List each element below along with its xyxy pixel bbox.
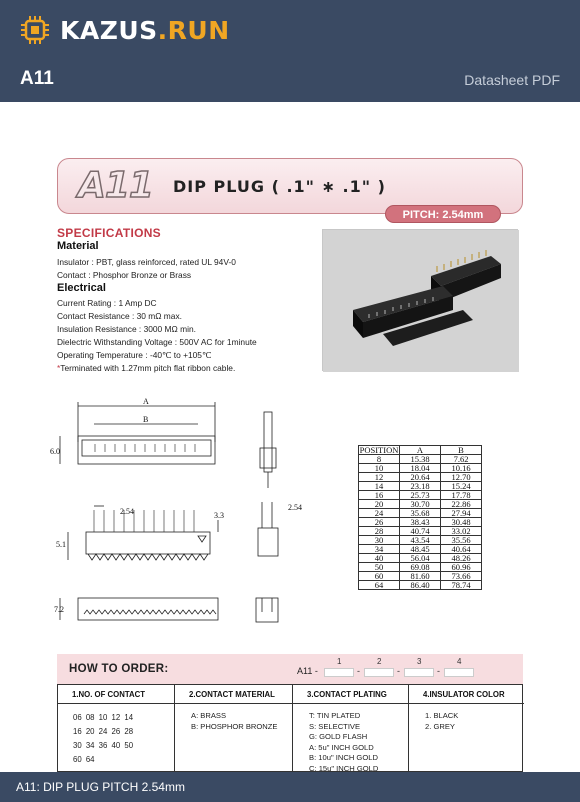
column-insulator-color xyxy=(409,685,524,771)
model-number: A11 xyxy=(78,165,153,206)
cell-b: 12.70 xyxy=(441,473,482,482)
order-slot-4 xyxy=(444,668,474,677)
header-position: POSITION xyxy=(359,445,399,455)
dim-pitch-side: 2.54 xyxy=(288,503,302,512)
table-row xyxy=(359,581,482,590)
color-options xyxy=(425,711,458,732)
cell-a: 40.74 xyxy=(400,527,441,536)
header-a: A xyxy=(400,446,441,455)
list-item: A: 5u" INCH GOLD xyxy=(309,742,374,752)
list-item: C: 15u" INCH GOLD xyxy=(309,763,379,772)
material-heading: Material xyxy=(57,240,99,252)
operating-temperature: Operating Temperature : -40℃ to +105℃ xyxy=(57,350,212,360)
list-item: G: GOLD FLASH xyxy=(309,732,368,742)
product-photo xyxy=(322,229,518,371)
ordering-options-table xyxy=(57,684,523,772)
cell-a: 35.68 xyxy=(400,509,441,518)
list-item: 1. BLACK xyxy=(425,711,459,720)
specifications-heading: SPECIFICATIONS xyxy=(57,226,161,240)
technical-drawings xyxy=(50,392,310,644)
pitch-badge: PITCH: 2.54mm xyxy=(385,205,501,223)
material-insulator: Insulator : PBT, glass reinforced, rated UL 94V-0 xyxy=(57,257,236,267)
order-slot-1-number: 1 xyxy=(337,657,342,666)
position-table xyxy=(358,445,482,590)
list-item: 60 64 xyxy=(73,755,95,764)
cell-b: 78.74 xyxy=(441,581,482,590)
column-number-of-contact xyxy=(58,685,175,771)
insulation-resistance: Insulation Resistance : 3000 MΩ min. xyxy=(57,324,196,334)
cell-b: 10.16 xyxy=(441,464,482,473)
cell-a: 43.54 xyxy=(400,536,441,545)
footer-bar xyxy=(0,772,580,802)
order-slot-2 xyxy=(364,668,394,677)
cell-position: 30 xyxy=(359,536,400,545)
site-logo[interactable] xyxy=(20,14,230,46)
cell-b: 15.24 xyxy=(441,482,482,491)
list-item: 16 20 24 26 28 xyxy=(73,727,134,736)
cell-a: 69.08 xyxy=(400,563,441,572)
list-item: 2. GREY xyxy=(425,721,455,731)
cell-a: 38.43 xyxy=(400,518,441,527)
cell-a: 48.45 xyxy=(400,545,441,554)
chip-logo-icon xyxy=(20,15,50,45)
list-item: 06 08 10 12 14 xyxy=(73,713,134,722)
contact-count-list xyxy=(73,711,133,767)
order-slot-3-number: 3 xyxy=(417,657,422,666)
cell-a: 23.18 xyxy=(400,482,441,491)
order-dash-1: - xyxy=(357,666,360,676)
footer-caption: A11: DIP PLUG PITCH 2.54mm xyxy=(16,780,185,794)
order-dash-2: - xyxy=(397,666,400,676)
list-item: B: 10u" INCH GOLD xyxy=(309,753,378,763)
cell-b: 40.64 xyxy=(441,545,482,554)
list-item: S: SELECTIVE xyxy=(309,721,361,731)
list-item: A: BRASS xyxy=(191,711,227,720)
contact-resistance: Contact Resistance : 30 mΩ max. xyxy=(57,311,182,321)
dim-pitch-front: 2.54 xyxy=(120,507,134,516)
site-header xyxy=(0,0,580,102)
order-slot-2-number: 2 xyxy=(377,657,382,666)
order-dash-3: - xyxy=(437,666,440,676)
cell-position: 10 xyxy=(359,464,400,473)
column-header: 4.INSULATOR COLOR xyxy=(409,685,524,704)
list-item: T: TIN PLATED xyxy=(309,711,361,720)
cell-b: 22.86 xyxy=(441,500,482,509)
column-contact-material xyxy=(175,685,293,771)
cell-b: 33.02 xyxy=(441,527,482,536)
cell-a: 56.04 xyxy=(400,554,441,563)
cell-position: 20 xyxy=(359,500,400,509)
cell-a: 18.04 xyxy=(400,464,441,473)
cell-a: 30.70 xyxy=(400,500,441,509)
order-slot-4-number: 4 xyxy=(457,657,462,666)
dim-7-2: 7.2 xyxy=(54,605,64,614)
cell-position: 26 xyxy=(359,518,400,527)
cell-b: 7.62 xyxy=(441,455,482,464)
dim-b-top: B xyxy=(143,415,149,424)
dim-3-3: 3.3 xyxy=(214,511,224,520)
list-item: B: PHOSPHOR BRONZE xyxy=(191,721,278,731)
order-code-prefix: A11 - xyxy=(297,666,318,676)
column-contact-plating xyxy=(293,685,409,771)
how-to-order-band xyxy=(57,654,523,684)
doc-type-label: Datasheet PDF xyxy=(464,72,560,88)
cell-position: 40 xyxy=(359,554,400,563)
material-options xyxy=(191,711,278,732)
cable-note xyxy=(57,363,235,373)
page-title: A11 xyxy=(20,68,54,89)
dim-a-top: A xyxy=(143,397,149,406)
column-header: 3.CONTACT PLATING xyxy=(293,685,408,704)
order-slot-3 xyxy=(404,668,434,677)
cell-a: 25.73 xyxy=(400,491,441,500)
how-to-order-title: HOW TO ORDER: xyxy=(69,663,169,675)
cell-position: 8 xyxy=(359,455,400,464)
order-slot-1 xyxy=(324,668,354,677)
dim-5-1: 5.1 xyxy=(56,540,66,549)
cell-b: 73.66 xyxy=(441,572,482,581)
dielectric-voltage: Dielectric Withstanding Voltage : 500V AC for 1minute xyxy=(57,337,257,347)
site-name xyxy=(60,16,230,45)
cell-b: 48.26 xyxy=(441,554,482,563)
top-view-drawing xyxy=(60,402,215,464)
current-rating: Current Rating : 1 Amp DC xyxy=(57,298,157,308)
cell-b: 60.96 xyxy=(441,563,482,572)
site-name-domain: .RUN xyxy=(157,15,230,45)
cell-a: 15.38 xyxy=(400,455,441,464)
front-view-drawing xyxy=(68,502,278,560)
cell-position: 24 xyxy=(359,509,400,518)
column-header: 1.NO. OF CONTACT xyxy=(58,685,174,704)
cell-b: 17.78 xyxy=(441,491,482,500)
cell-b: 30.48 xyxy=(441,518,482,527)
cell-a: 86.40 xyxy=(400,581,441,590)
electrical-heading: Electrical xyxy=(57,282,106,294)
cell-position: 16 xyxy=(359,491,400,500)
cell-position: 60 xyxy=(359,572,400,581)
cell-b: 27.94 xyxy=(441,509,482,518)
side-view-drawing xyxy=(260,412,276,488)
dim-height-6: 6.0 xyxy=(50,447,60,456)
cell-position: 50 xyxy=(359,563,400,572)
cell-a: 20.64 xyxy=(400,473,441,482)
plating-options xyxy=(309,711,378,772)
note-star: * xyxy=(57,363,61,373)
cell-position: 14 xyxy=(359,482,400,491)
cell-position: 64 xyxy=(359,581,400,590)
note-text: Terminated with 1.27mm pitch flat ribbon cable. xyxy=(60,363,236,373)
header-b: B xyxy=(441,446,482,455)
product-title: DIP PLUG ( .1" ∗ .1" ) xyxy=(173,177,386,196)
cell-position: 34 xyxy=(359,545,400,554)
cell-position: 12 xyxy=(359,473,400,482)
datasheet-page xyxy=(0,102,580,772)
column-header: 2.CONTACT MATERIAL xyxy=(175,685,292,704)
list-item: 30 34 36 40 50 xyxy=(73,741,134,750)
site-name-main: KAZUS xyxy=(60,15,158,45)
material-contact: Contact : Phosphor Bronze or Brass xyxy=(57,270,192,280)
cell-a: 81.60 xyxy=(400,572,441,581)
cell-position: 28 xyxy=(359,527,400,536)
bottom-view-drawing xyxy=(60,598,278,622)
cell-b: 35.56 xyxy=(441,536,482,545)
